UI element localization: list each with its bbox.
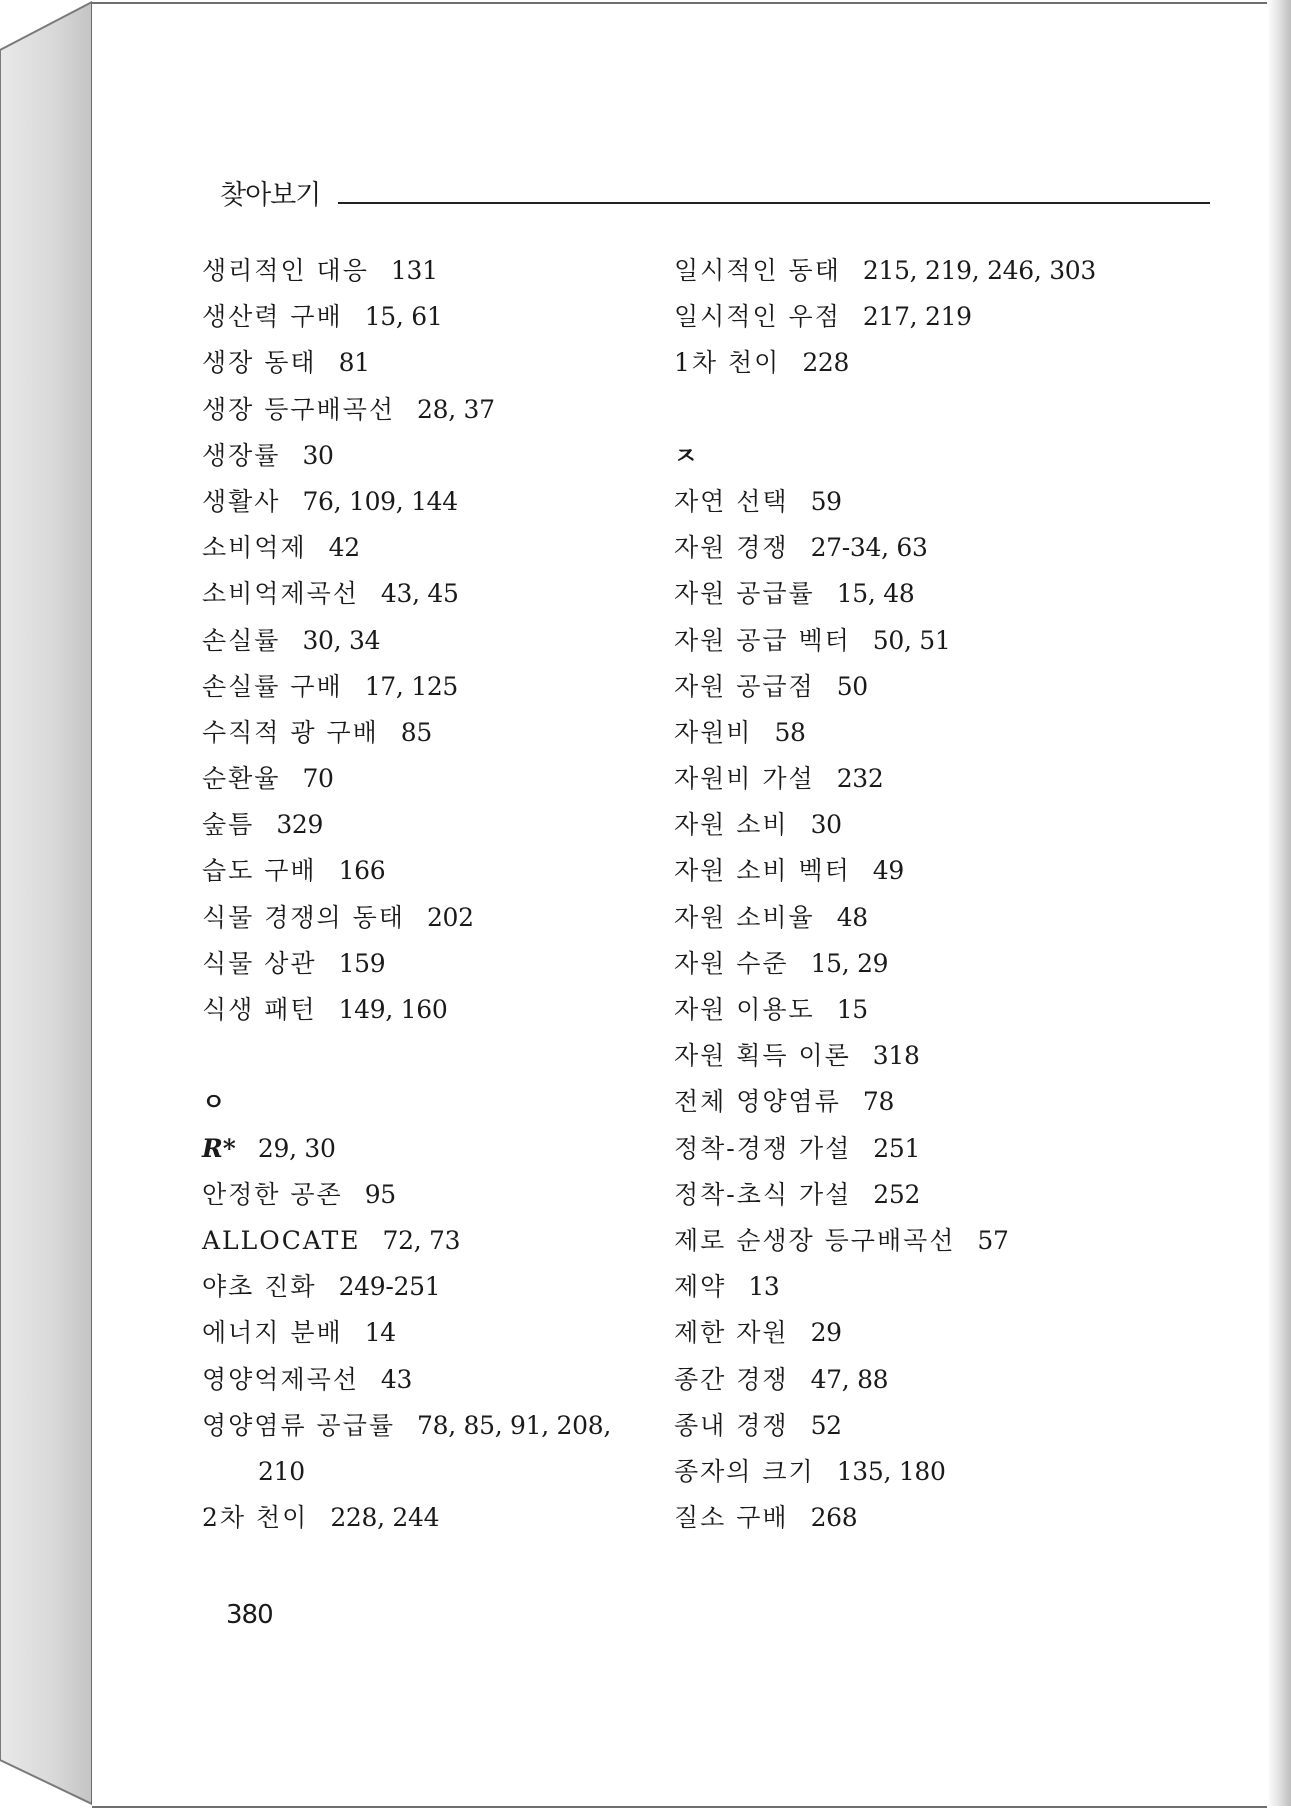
index-entry [674,1357,1194,1403]
entry-pages: 15, 48 [836,579,915,609]
entry-pages: 15 [836,995,868,1024]
entry-term: 자원 공급 벡터 [674,625,851,655]
entry-pages: 42 [328,533,360,563]
index-entry [202,1403,642,1449]
index-entry [674,1126,1194,1172]
entry-term: 제약 [674,1272,727,1302]
index-entry [674,802,1194,848]
entry-pages: 14 [364,1318,396,1348]
index-entry [674,618,1194,664]
index-entry [674,294,1194,340]
entry-pages: 249-251 [338,1272,441,1302]
entry-term: 생장 등구배곡선 [202,394,395,424]
entry-pages: 85 [400,717,433,747]
entry-pages: 217, 219 [862,302,972,332]
entry-term: 자원 공급률 [674,579,815,609]
book-spine [0,0,92,1806]
index-entry [674,1310,1194,1356]
entry-term: 자원 경쟁 [674,533,789,563]
entry-pages: 131 [390,256,438,285]
section-heading: ㅈ [674,441,698,470]
entry-pages: 70 [302,764,334,794]
entry-pages: 15, 29 [810,948,889,978]
entry-term: 생장 동태 [202,348,317,378]
index-entry [202,618,642,664]
entry-term: 생활사 [202,486,281,516]
page-edge-shadow [1267,0,1291,1806]
index-entry [202,294,642,340]
entry-pages: 48 [836,902,868,932]
entry-pages: 232 [836,764,884,794]
index-entry [674,710,1194,756]
index-entry [674,1264,1194,1310]
index-entry [202,525,642,571]
index-entry [674,1495,1194,1541]
entry-term: 순환율 [202,764,281,794]
entry-term: 식물 경쟁의 동태 [202,902,405,932]
entry-pages: 202 [426,902,474,932]
entry-term: 숲틈 [202,810,255,840]
entry-pages: 76, 109, 144 [302,486,458,516]
index-page [92,2,1267,1808]
entry-pages: 268 [810,1503,858,1533]
entry-pages: 251 [873,1133,921,1163]
entry-term: 종내 경쟁 [674,1410,789,1440]
entry-term: 일시적인 동태 [674,256,841,285]
entry-term: 일시적인 우점 [674,302,841,332]
entry-pages: 252 [873,1179,921,1209]
entry-term: 종간 경쟁 [674,1364,789,1394]
entry-term: 영양억제곡선 [202,1364,359,1394]
index-entry [202,479,642,525]
entry-pages: 215, 219, 246, 303 [862,256,1097,285]
entry-term: 자원 획득 이론 [674,1041,851,1071]
entry-term: 전체 영양염류 [674,1087,841,1117]
page-title: 찾아보기 [220,180,321,211]
index-entry [674,1218,1194,1264]
index-entry [202,387,642,433]
index-entry [202,433,642,479]
index-entry [674,941,1194,987]
index-entry [202,941,642,987]
entry-term: 제한 자원 [674,1318,789,1348]
entry-pages: 30 [302,440,334,470]
entry-term: 손실률 [202,625,281,655]
entry-term: 습도 구배 [202,856,317,886]
entry-term: 자원비 [674,717,753,747]
index-entry [674,1449,1194,1495]
entry-term: 질소 구배 [674,1503,789,1533]
index-column-left [202,248,642,1541]
entry-term: 야초 진화 [202,1272,317,1302]
index-entry [202,664,642,710]
entry-pages: 47, 88 [810,1364,889,1394]
index-entry [202,340,642,386]
entry-term: 자원 소비율 [674,902,815,932]
entry-pages: 72, 73 [382,1225,461,1255]
entry-term: 자원 공급점 [674,671,815,701]
index-entry [202,987,642,1033]
entry-pages: 29 [810,1318,842,1348]
index-entry [674,1079,1194,1125]
page-number: 380 [226,1600,273,1630]
entry-pages: 17, 125 [364,671,459,701]
page-header [220,176,1210,216]
entry-term: 1차 천이 [674,348,781,378]
entry-pages: 228 [802,348,850,378]
index-entry [674,248,1194,294]
index-entry [674,895,1194,941]
index-entry [674,987,1194,1033]
entry-pages: 78, 85, 91, 208, [417,1410,611,1440]
entry-term: 자원 이용도 [674,995,815,1024]
index-entry [202,710,642,756]
index-entry [202,1264,642,1310]
entry-term: 생장률 [202,440,281,470]
entry-pages: 81 [338,348,370,378]
entry-pages: 43, 45 [380,579,459,609]
entry-term: 종자의 크기 [674,1456,815,1486]
section-heading: ㅇ [202,1088,226,1117]
index-entry [202,1357,642,1403]
entry-term: 소비억제곡선 [202,579,359,609]
section-spacer [202,1033,642,1079]
entry-term: 수직적 광 구배 [202,717,379,747]
index-entry [674,571,1194,617]
entry-term: 안정한 공존 [202,1179,343,1209]
entry-pages: 59 [810,486,842,516]
index-entry-continuation [202,1449,642,1495]
index-entry [674,525,1194,571]
entry-pages: 228, 244 [330,1503,440,1533]
entry-pages: 27-34, 63 [810,533,928,563]
entry-pages: 50, 51 [872,625,951,655]
entry-pages: 58 [774,717,806,747]
index-column-right [674,248,1194,1541]
entry-pages: 49 [872,856,905,886]
index-entry [202,1218,642,1264]
index-entry [202,1172,642,1218]
entry-term: 2차 천이 [202,1503,309,1533]
entry-pages: 30, 34 [302,625,381,655]
entry-term: 소비억제 [202,533,307,563]
entry-pages: 52 [810,1410,842,1440]
entry-pages: 29, 30 [257,1133,336,1163]
entry-term: 식물 상관 [202,948,317,978]
entry-term: 에너지 분배 [202,1318,343,1348]
index-entry [674,664,1194,710]
entry-pages: 135, 180 [836,1456,946,1486]
index-entry [202,1495,642,1541]
index-entry [674,340,1194,386]
entry-term: 자원 소비 벡터 [674,856,851,886]
entry-term: 자원비 가설 [674,764,815,794]
index-entry [202,848,642,894]
entry-term: 정착-초식 가설 [674,1179,852,1209]
entry-pages: 43 [380,1364,413,1394]
entry-term: 생리적인 대응 [202,256,369,285]
entry-term: 자연 선택 [674,486,789,516]
entry-term: 제로 순생장 등구배곡선 [674,1225,956,1255]
index-entry [674,756,1194,802]
entry-pages: 329 [276,810,324,840]
section-spacer [674,387,1194,433]
entry-pages: 15, 61 [364,302,443,332]
entry-pages: 318 [872,1041,920,1071]
index-entry [674,1172,1194,1218]
entry-pages: 95 [364,1179,396,1209]
index-entry [202,895,642,941]
entry-pages: 78 [862,1087,895,1117]
entry-pages: 166 [338,856,386,886]
entry-pages: 28, 37 [417,394,495,424]
entry-term: 생산력 구배 [202,302,343,332]
index-entry [202,802,642,848]
index-entry [674,1033,1194,1079]
index-entry [674,848,1194,894]
entry-pages: 57 [977,1225,1009,1255]
entry-term: 식생 패턴 [202,995,317,1024]
index-entry [202,1310,642,1356]
index-entry [202,756,642,802]
entry-term: 영양염류 공급률 [202,1410,395,1440]
index-entry [674,479,1194,525]
entry-pages: 210 [258,1456,305,1486]
entry-pages: 50 [836,671,868,701]
entry-term: R* [202,1133,236,1163]
entry-term: 자원 수준 [674,948,789,978]
index-entry [674,1403,1194,1449]
index-entry [202,248,642,294]
entry-pages: 30 [810,810,842,840]
entry-term: 손실률 구배 [202,671,343,701]
entry-pages: 149, 160 [338,995,448,1024]
entry-term: 정착-경쟁 가설 [674,1133,852,1163]
entry-pages: 159 [338,948,386,978]
index-entry [202,1126,642,1172]
index-entry [202,571,642,617]
entry-pages: 13 [748,1272,780,1302]
entry-term: ALLOCATE [202,1225,361,1255]
entry-term: 자원 소비 [674,810,789,840]
header-rule [338,202,1210,204]
